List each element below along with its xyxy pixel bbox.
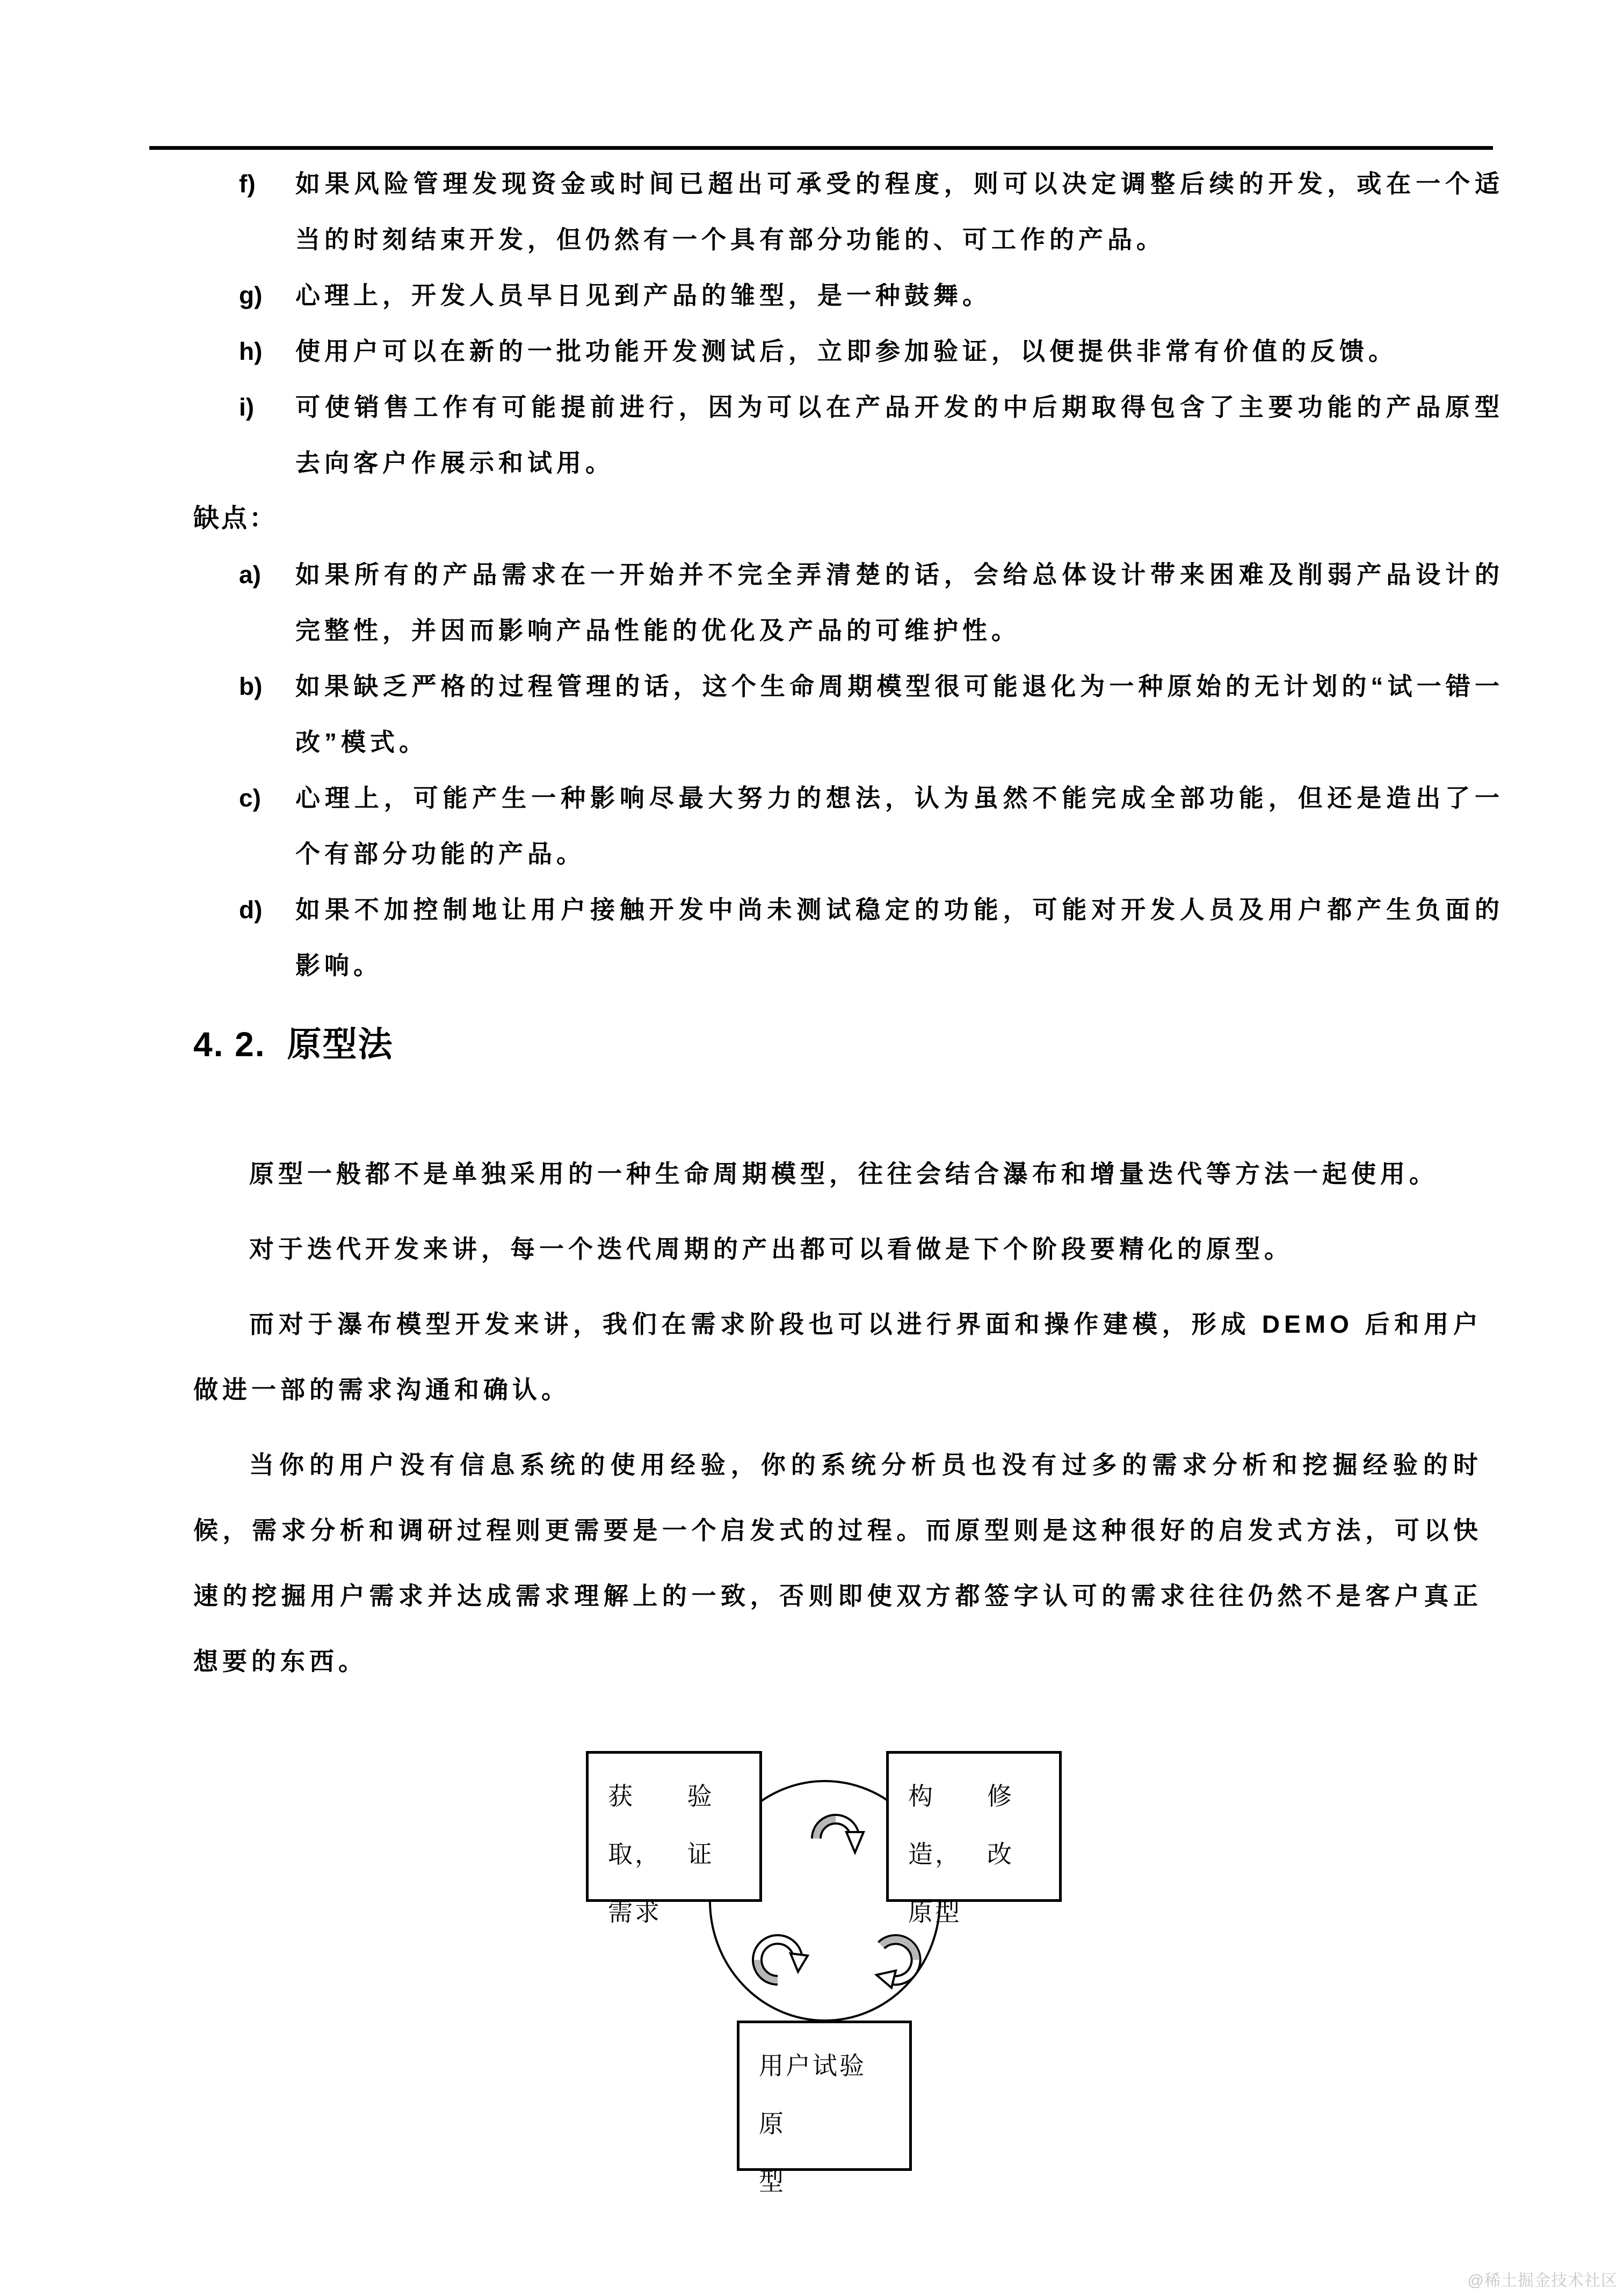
- list-item-label: g): [239, 281, 263, 309]
- list-item: [193, 323, 1504, 379]
- section-heading-title: 原型法: [287, 1025, 394, 1064]
- list-item-text: 如果风险管理发现资金或时间已超出可承受的程度，则可以决定调整后续的开发，或在一个适当的时刻结束开发，但仍然有一个具有部分功能的、可工作的产品。: [295, 170, 1504, 253]
- document-content: [193, 156, 1504, 1704]
- cycle-arrow-top-icon: [816, 1819, 864, 1852]
- diagram-node-build-prototype: [886, 1751, 1062, 1926]
- list-item: [193, 658, 1504, 770]
- list-item-label: a): [239, 561, 261, 588]
- section-heading-number: 4. 2.: [193, 1025, 266, 1064]
- paragraph: 而对于瀑布模型开发来讲，我们在需求阶段也可以进行界面和操作建模，形成 DEMO 后和用户做进一部的需求沟通和确认。: [193, 1310, 1482, 1404]
- diagram-node-text: 构造，: [908, 1783, 962, 1868]
- section-heading: [193, 1020, 1504, 1069]
- diagram-node-text: 验证: [687, 1783, 714, 1868]
- cycle-arrow-right-icon: [876, 1939, 916, 1988]
- diagram-node-line: [908, 1768, 1040, 1884]
- paragraph: 原型一般都不是单独采用的一种生命周期模型，往往会结合瀑布和增量迭代等方法一起使用。: [249, 1160, 1438, 1188]
- diagram-node-acquire-requirements: [586, 1751, 762, 1926]
- list-item: [193, 379, 1504, 491]
- list-item: [193, 547, 1504, 658]
- list-item: [193, 882, 1504, 993]
- list-item: [193, 267, 1504, 323]
- list-item: [193, 770, 1504, 882]
- list-item-text: 心理上，可能产生一种影响尽最大努力的想法，认为虽然不能完成全部功能，但还是造出了一个有部分功能的产品。: [295, 784, 1504, 868]
- paragraph: 当你的用户没有信息系统的使用经验，你的系统分析员也没有过多的需求分析和挖掘经验的时候，需求分析和调研过程则更需要是一个启发式的过程。而原型则是这种很好的启发式方法，可以快速的挖掘用户需求并达成需求理解上的一致，否则即使双方都签字认可的需求往往仍然不是客户真正想要的东西。: [193, 1451, 1482, 1675]
- diagram-node-text: 需求: [608, 1899, 662, 1926]
- diagram-node-text: 获取，: [608, 1783, 662, 1868]
- diagram-node-text: 原型: [908, 1899, 962, 1926]
- paragraph: 对于迭代开发来讲，每一个迭代周期的产出都可以看做是下个阶段要精化的原型。: [249, 1235, 1293, 1263]
- list-item-text: 心理上，开发人员早日见到产品的雏型，是一种鼓舞。: [295, 281, 991, 309]
- cycle-arrow-left-icon: [757, 1939, 808, 1980]
- list-item-text: 可使销售工作有可能提前进行，因为可以在产品开发的中后期取得包含了主要功能的产品原型去向客户作展示和试用。: [295, 393, 1504, 477]
- list-item-text: 如果缺乏严格的过程管理的话，这个生命周期模型很可能退化为一种原始的无计划的“试一错一改”模式。: [295, 672, 1504, 756]
- list-item-text: 使用户可以在新的一批功能开发测试后，立即参加验证，以便提供非常有价值的反馈。: [295, 337, 1397, 365]
- header-rule: [149, 146, 1493, 150]
- list-item-label: c): [239, 784, 261, 812]
- section-body: [193, 1141, 1504, 1694]
- disadvantages-label: 缺点：: [193, 504, 278, 533]
- list-item-text: 如果不加控制地让用户接触开发中尚未测试稳定的功能，可能对开发人员及用户都产生负面的影响。: [295, 896, 1504, 979]
- diagram-node-line: [608, 1768, 740, 1884]
- diagram-node-text: 用户试验原: [759, 2052, 866, 2138]
- watermark: @稀土掘金技术社区: [1467, 2272, 1618, 2290]
- list-item-label: i): [239, 393, 255, 421]
- diagram-node-text: 型: [759, 2168, 786, 2196]
- list-item-label: f): [239, 170, 256, 198]
- diagram-node-user-test-prototype: [737, 2021, 912, 2196]
- list-item-text: 如果所有的产品需求在一开始并不完全弄清楚的话，会给总体设计带来困难及削弱产品设计的完整性，并因而影响产品性能的优化及产品的可维护性。: [295, 561, 1504, 644]
- diagram-node-text: 修改: [987, 1783, 1014, 1868]
- list-item: [193, 156, 1504, 267]
- list-item-label: b): [239, 672, 263, 700]
- list-item-label: h): [239, 337, 263, 365]
- list-item-label: d): [239, 896, 263, 924]
